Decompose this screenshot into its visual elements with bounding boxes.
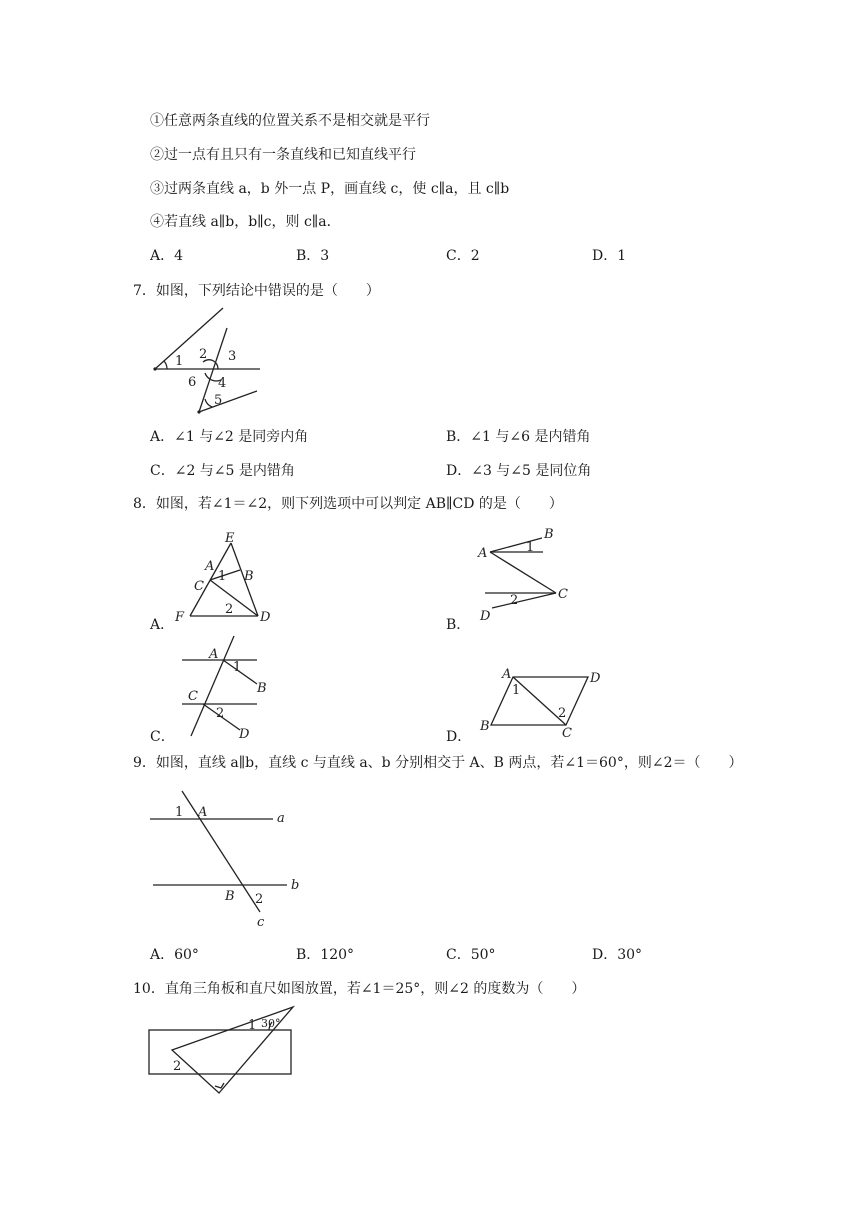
q9-line-c xyxy=(182,791,260,912)
q8a-label-f: F xyxy=(175,610,185,625)
q7-angle-arc xyxy=(205,399,212,407)
q8a-label-a: A xyxy=(205,559,215,574)
q8d-label-c: C xyxy=(562,726,572,741)
q7-option-d: D．∠3 与∠5 是同位角 xyxy=(446,463,592,479)
q8d-label-d: D xyxy=(590,671,601,686)
q6-option-d: D．1 xyxy=(592,248,627,264)
q7-label-5: 5 xyxy=(214,393,223,408)
q8-figure-d xyxy=(470,662,610,742)
q8c-label-a: A xyxy=(209,647,219,662)
q6-item-4: ④若直线 a∥b，b∥c，则 c∥a． xyxy=(150,214,341,230)
q8-figure-b xyxy=(470,520,590,625)
q10-figure xyxy=(145,1000,305,1095)
q9-label-a: a xyxy=(277,811,285,826)
q8c-label-b: B xyxy=(257,681,267,696)
q8-option-b: B． xyxy=(446,617,471,633)
q10-label-1: 1 xyxy=(248,1018,257,1033)
q9-label-1: 1 xyxy=(175,805,184,820)
q9-label-b: b xyxy=(291,878,300,893)
q8b-label-1: 1 xyxy=(526,540,535,555)
q7-option-c: C．∠2 与∠5 是内错角 xyxy=(150,463,295,479)
q8d-label-b: B xyxy=(480,719,490,734)
q8-stem: 8．如图，若∠1＝∠2，则下列选项中可以判定 AB∥CD 的是（ ） xyxy=(133,496,563,512)
q8c-label-d: D xyxy=(239,727,250,742)
q8d-label-a: A xyxy=(502,667,512,682)
q8a-label-1: 1 xyxy=(218,569,227,584)
q9-option-a: A．60° xyxy=(150,947,199,963)
q7-transversal xyxy=(199,328,227,412)
q10-label-2: 2 xyxy=(173,1059,182,1074)
q9-label-B: B xyxy=(225,889,235,904)
q9-option-d: D．30° xyxy=(592,947,643,963)
q9-label-2: 2 xyxy=(255,892,264,907)
q8d-label-2: 2 xyxy=(558,706,567,721)
q9-label-c: c xyxy=(257,915,265,930)
q8-option-d: D． xyxy=(446,729,472,745)
q8d-label-1: 1 xyxy=(512,683,521,698)
q7-label-1: 1 xyxy=(175,354,184,369)
q10-right-angle-mark xyxy=(215,1083,224,1088)
q8-figure-a xyxy=(170,528,280,628)
q8a-label-2: 2 xyxy=(225,602,234,617)
q9-option-b: B．120° xyxy=(296,947,355,963)
q8b-label-b: B xyxy=(544,527,554,542)
q8b-line-cd xyxy=(492,593,556,608)
q7-angle-arc xyxy=(164,361,167,369)
q8a-label-c: C xyxy=(194,579,204,594)
q10-label-30: 30° xyxy=(261,1017,281,1030)
q8a-label-d: D xyxy=(260,610,271,625)
q7-option-b: B．∠1 与∠6 是内错角 xyxy=(446,429,591,445)
q7-point xyxy=(197,410,200,413)
q7-stem: 7．如图，下列结论中错误的是（ ） xyxy=(133,283,380,299)
q8-option-a: A． xyxy=(150,617,175,633)
q6-option-a: A．4 xyxy=(150,248,184,264)
q7-label-3: 3 xyxy=(228,349,237,364)
q8b-label-2: 2 xyxy=(510,593,519,608)
q9-stem: 9．如图，直线 a∥b，直线 c 与直线 a、b 分别相交于 A、B 两点，若∠1＝60°，则∠2＝（ ） xyxy=(133,755,743,771)
q8-figure-c xyxy=(175,632,285,742)
q8b-label-a: A xyxy=(478,546,488,561)
q7-label-4: 4 xyxy=(218,376,227,391)
q9-label-A: A xyxy=(198,805,208,820)
q8c-label-2: 2 xyxy=(216,706,225,721)
q8c-label-c: C xyxy=(188,689,198,704)
q7-point xyxy=(153,367,156,370)
q8a-label-e: E xyxy=(225,531,235,546)
q6-option-b: B．3 xyxy=(296,248,330,264)
q10-ruler xyxy=(149,1030,291,1074)
q7-option-a: A．∠1 与∠2 是同旁内角 xyxy=(150,429,309,445)
q7-label-2: 2 xyxy=(199,347,208,362)
q6-option-c: C．2 xyxy=(446,248,480,264)
q9-figure xyxy=(145,785,315,935)
q8b-label-d: D xyxy=(480,609,491,624)
q7-label-6: 6 xyxy=(188,375,197,390)
q7-figure xyxy=(145,300,285,420)
q10-stem: 10．直角三角板和直尺如图放置，若∠1＝25°，则∠2 的度数为（ ） xyxy=(133,981,586,997)
q7-lower-line xyxy=(199,391,257,412)
q6-item-1: ①任意两条直线的位置关系不是相交就是平行 xyxy=(150,113,430,129)
q8-option-c: C． xyxy=(150,729,175,745)
q9-option-c: C．50° xyxy=(446,947,496,963)
q8b-line-ac xyxy=(490,552,556,593)
q6-item-2: ②过一点有且只有一条直线和已知直线平行 xyxy=(150,147,416,163)
q8a-label-b: B xyxy=(244,569,254,584)
q6-item-3: ③过两条直线 a，b 外一点 P，画直线 c，使 c∥a，且 c∥b xyxy=(150,181,510,197)
q8c-label-1: 1 xyxy=(233,660,242,675)
q8b-label-c: C xyxy=(558,587,568,602)
